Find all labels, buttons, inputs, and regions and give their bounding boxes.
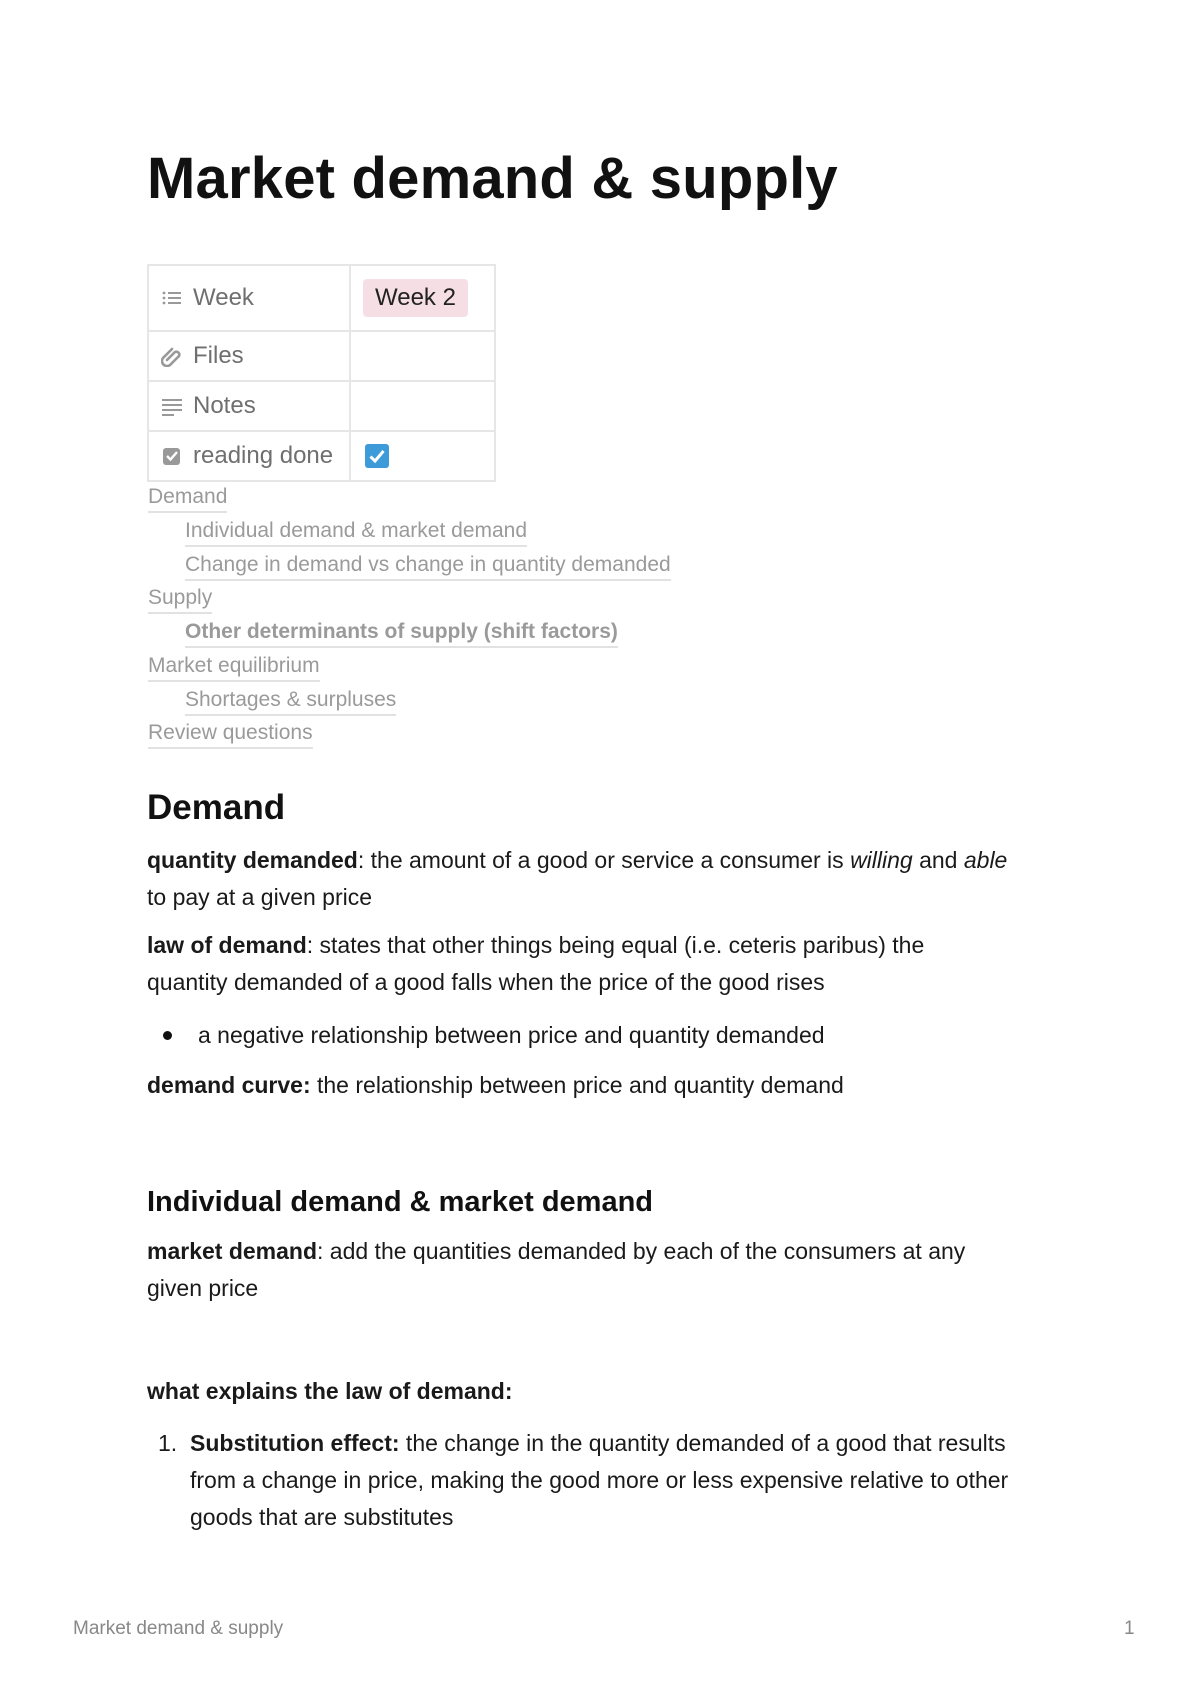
property-row-notes (148, 381, 495, 431)
term: law of demand (147, 932, 307, 958)
paragraph-law-of-demand (147, 927, 1072, 1001)
toc-link-other-determinants[interactable]: Other determinants of supply (shift factors) (185, 619, 618, 648)
toc-link-supply[interactable]: Supply (148, 585, 212, 614)
term: quantity demanded (147, 847, 358, 873)
toc-link-change-in-demand[interactable]: Change in demand vs change in quantity demanded (185, 552, 671, 581)
week-tag[interactable]: Week 2 (363, 279, 468, 317)
footer-page-number: 1 (1124, 1618, 1135, 1639)
toc-link-individual-demand[interactable]: Individual demand & market demand (185, 518, 527, 547)
paragraph-demand-curve (147, 1067, 1072, 1104)
toc-link-demand[interactable]: Demand (148, 484, 227, 513)
list-number: 1. (158, 1430, 178, 1456)
text: goods that are substitutes (190, 1504, 454, 1530)
reading-done-checkbox[interactable] (365, 444, 389, 468)
term: market demand (147, 1238, 318, 1264)
emphasis: able (963, 847, 1008, 873)
property-row-reading-done (148, 431, 495, 481)
emphasis: willing (850, 847, 913, 873)
text: given price (147, 1275, 259, 1301)
toc-link-market-equilibrium[interactable]: Market equilibrium (148, 653, 320, 682)
text: and (912, 847, 964, 873)
check-icon (367, 446, 387, 466)
term: demand curve: (147, 1072, 311, 1098)
bullet-dot (163, 1031, 172, 1040)
text: to pay at a given price (147, 884, 373, 910)
text: the relationship between price and quantity demand (310, 1072, 844, 1098)
toc-link-shortages-surpluses[interactable]: Shortages & surpluses (185, 687, 396, 716)
property-label: Notes (193, 392, 256, 419)
toc-link-review-questions[interactable]: Review questions (148, 720, 313, 749)
heading-individual-demand: Individual demand & market demand (147, 1186, 653, 1218)
paperclip-icon (161, 345, 183, 367)
text: quantity demanded of a good falls when the price of the good rises (147, 969, 825, 995)
property-label: Files (193, 342, 244, 369)
property-label: Week (193, 284, 254, 311)
text: from a change in price, making the good more or less expensive relative to other (190, 1467, 1009, 1493)
notes-value[interactable] (350, 381, 495, 431)
page-title: Market demand & supply (147, 146, 838, 211)
paragraph-explains (147, 1373, 1072, 1410)
bullet-item: a negative relationship between price and quantity demanded (198, 1022, 825, 1048)
property-row-files (148, 331, 495, 381)
heading-demand: Demand (147, 788, 286, 827)
text: : add the quantities demanded by each of the consumers at any (317, 1238, 966, 1264)
text: the change in the quantity demanded of a good that results (399, 1430, 1006, 1456)
term: Substitution effect: (190, 1430, 400, 1456)
term: what explains the law of demand: (147, 1378, 513, 1404)
paragraph-market-demand (147, 1233, 1072, 1307)
numbered-item-substitution-effect (190, 1425, 1070, 1536)
footer-title: Market demand & supply (73, 1618, 284, 1639)
property-row-week (148, 265, 495, 331)
checkbox-icon (161, 445, 183, 467)
list-icon (161, 287, 183, 309)
text: : the amount of a good or service a consumer is (357, 847, 851, 873)
text-lines-icon (161, 395, 183, 417)
text: : states that other things being equal (i.e. ceteris paribus) the (306, 932, 925, 958)
paragraph-quantity-demanded (147, 842, 1072, 916)
properties-table (147, 264, 496, 482)
property-label: reading done (193, 442, 334, 469)
files-value[interactable] (350, 331, 495, 381)
